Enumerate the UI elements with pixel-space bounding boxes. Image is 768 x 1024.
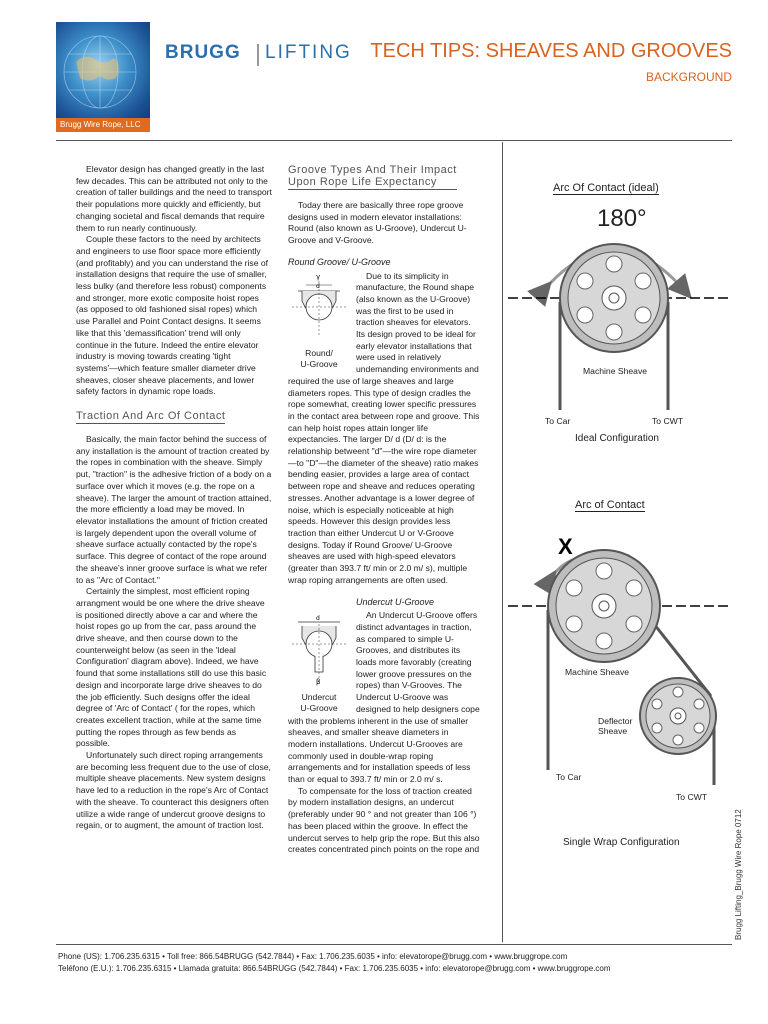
paragraph: Basically, the main factor behind the success of any installation is the amount of traction created by the ropes in combination with the sheave. Simply put, "traction" is the adhesive friction of a body on a surface over which it moves (e.g. the rope on a sheave). The larger the amount of traction attained, the more efficiently a load may be moved. In elevator installations the amount of friction created is largely dependent upon the overall volume of sheave surface actually contacted by the rope's surface. This degree of contact of the rope around the sheave's inner groove surface is what we refer to as "Arc of Contact.": [76, 434, 272, 585]
footer-divider: [56, 944, 732, 945]
ideal-angle-label: 180°: [597, 205, 647, 232]
arc-x-label: X: [558, 534, 573, 559]
single-caption: Single Wrap Configuration: [563, 837, 680, 848]
groove-gamma-label: γ: [316, 272, 321, 281]
single-sheave-label: Machine Sheave: [565, 667, 630, 677]
undercut-groove-label: Undercut U-Groove: [300, 691, 338, 713]
ideal-configuration-diagram: [504, 230, 734, 430]
single-to-cwt-label: To CWT: [676, 792, 708, 802]
footer-contact-es: Teléfono (E.U.): 1.706.235.6315 • Llamada gratuita: 866.54BRUGG (542.7844) • Fax: 1.706.235.6035 • info: elevatorope@brugg.com • www.bruggrope.com: [58, 964, 611, 973]
column-left: [76, 164, 272, 832]
undercut-groove-diagram: [288, 612, 350, 688]
brand-divider: [257, 44, 259, 66]
page-title: TECH TIPS: SHEAVES AND GROOVES: [370, 40, 732, 62]
paragraph: Certainly the simplest, most efficient roping arrangment would be one where the drive sheave is positioned directly above a car and where the hoist ropes go up from the car, pass around the drive sheave, and then course down to the counterweight below (as seen in the 'Ideal Configuration' diagram above). Indeed, we have found that some installations still do use this basic design and incorporate large drive sheaves to do the job efficiently. Such designs offer the ideal degree of 'Arc of Contact' ( for the ropes, which creates excellent traction, while at the same time putting the ropes through as few bends as possible.: [76, 586, 267, 749]
ideal-sheave-label: Machine Sheave: [583, 366, 648, 376]
paragraph: Today there are basically three rope groove designs used in modern elevator installations: Round (also known as U-Groove), Undercut U-Groove and V-Groove.: [288, 200, 467, 246]
brand-product: LIFTING: [265, 42, 352, 63]
logo-globe: [56, 22, 150, 132]
paragraph: Elevator design has changed greatly in the last few decades. This can be attributed not only to the creation of taller buildings and the need to transport their populations more quickly and efficiently, but changing societal and fiscal demands that require them to run nearly continuously.: [76, 164, 272, 233]
page-subtitle: BACKGROUND: [645, 70, 732, 84]
groove-d-label: d: [316, 615, 320, 623]
round-groove-label: Round/ U-Groove: [300, 348, 338, 370]
subsection-heading: Round Groove/ U-Groove: [288, 256, 391, 267]
paragraph: Unfortunately such direct roping arrangements are becoming less frequent due to the use of close, multiple sheave placements. New system designs have led to a reduction in the rope's Arc of Contact with the sheave. To counteract this designers often utilize a wide range of undercut groove designs to regain, or to augment, the amount of traction lost.: [76, 750, 271, 831]
paragraph: Couple these factors to the need by architects and engineers to use floor space more efficiently (and profitably) and you can understand the rise of installation designs that require the use of smaller, less bulky (and therefore less robust) components and stronger, more exotic composite hoist ropes (as opposed to old fashioned sisal ropes) which use Parallel and Point Contact designs. It seems like that this 'demassification' trend will only continue in the future. Indeed the entire elevator industry is moving towards creating 'tight systems'—which feature smaller diameter drive sheaves, closer sheave placements, and lower safety factors in dynamic rope loads.: [76, 234, 269, 397]
round-groove-diagram: [288, 273, 350, 345]
paragraph: To compensate for the loss of traction created by modern installation designs, an undercut (preferably under 90 ° and not greater than 106 °) has been placed within the groove. In effect the undercut serves to help grip the rope. But this also creates concentrated pinch points on the rope and: [288, 785, 480, 855]
paragraph: Due to its simplicity in manufacture, the Round shape (also known as the U-Groove) was the first to be used in traction sheaves for elevators. Its design proved to be ideal for early elevator installations that were used in relatively undemanding environments and required the use of large sheaves and large diameters ropes. This type of design cradles the rope somewhat, creating lower specific pressures in the contact area between rope and groove. This can help hoist ropes attain longer life expectancies. The larger D/ d (D/ d: is the relationship betweent "d"—the wire rope diameter—to "D"—the diameter of the sheave) ratio makes bending easier, provides a large area of contact between rope and sheave and reduces operating stresses. Another advantage is a lower degree of noise, which is especially noticeable at high speeds. However this design provides less traction than either Undercut U or V-Groove designs. Today if Round Groove/ U-Groove sheaves are used with high-speed elevators (greater than 393.7 ft/ min or 2.0 m/ s), multiple wrap roping arrangements are often used.: [288, 270, 480, 585]
heading-line: Groove Types And Their Impact: [288, 164, 457, 176]
groove-d-label: d: [316, 282, 320, 290]
heading-line: Upon Rope Life Expectancy: [288, 176, 437, 188]
single-to-car-label: To Car: [556, 772, 582, 782]
section-heading: [288, 164, 457, 190]
round-groove-figure: [288, 273, 350, 373]
deflector-label-line1: Deflector: [598, 716, 633, 726]
groove-beta-label: β: [316, 678, 321, 687]
column-divider: [502, 142, 503, 942]
header-divider: [56, 140, 732, 141]
ideal-to-cwt-label: To CWT: [652, 416, 684, 426]
single-wrap-diagram: [504, 520, 734, 810]
footer-contact-en: Phone (US): 1.706.235.6315 • Toll free: 866.54BRUGG (542.7844) • Fax: 1.706.235.6035 • info: elevatorope@brugg.com • www.bruggrope.com: [58, 952, 568, 961]
ideal-figure-title: Arc Of Contact (ideal): [553, 182, 659, 194]
undercut-groove-figure: [288, 612, 350, 712]
deflector-label-line2: Sheave: [598, 726, 628, 736]
globe-icon: [56, 22, 150, 132]
paragraph: An Undercut U-Groove offers distinct advantages in traction, as compared to simple U-Grooves, and distributes its loads more favorably (creating lower groove pressures on the ropes) than V-Grooves. The Undercut U-Groove was designed to help designers cope with the problems inherent in the use of smaller sheaves, and smaller sheave diameters in modern installations. Undercut U-Grooves are commonly used in double-wrap roping arrangements and for installation speeds of less than or equal to 393.7 ft/ min or 2.0 m/ s.: [288, 610, 480, 785]
column-middle: [288, 164, 480, 856]
ideal-to-car-label: To Car: [545, 416, 571, 426]
ideal-caption: Ideal Configuration: [575, 433, 659, 444]
vertical-doc-id: Brugg Lifting_Brugg Wire Rope 0712: [734, 809, 743, 940]
section-heading: Traction And Arc Of Contact: [76, 410, 226, 423]
brand-name: BRUGG: [165, 42, 241, 63]
logo-caption: Brugg Wire Rope, LLC: [56, 118, 150, 132]
subsection-heading: Undercut U-Groove: [356, 596, 435, 607]
single-figure-title: Arc of Contact: [575, 499, 645, 511]
